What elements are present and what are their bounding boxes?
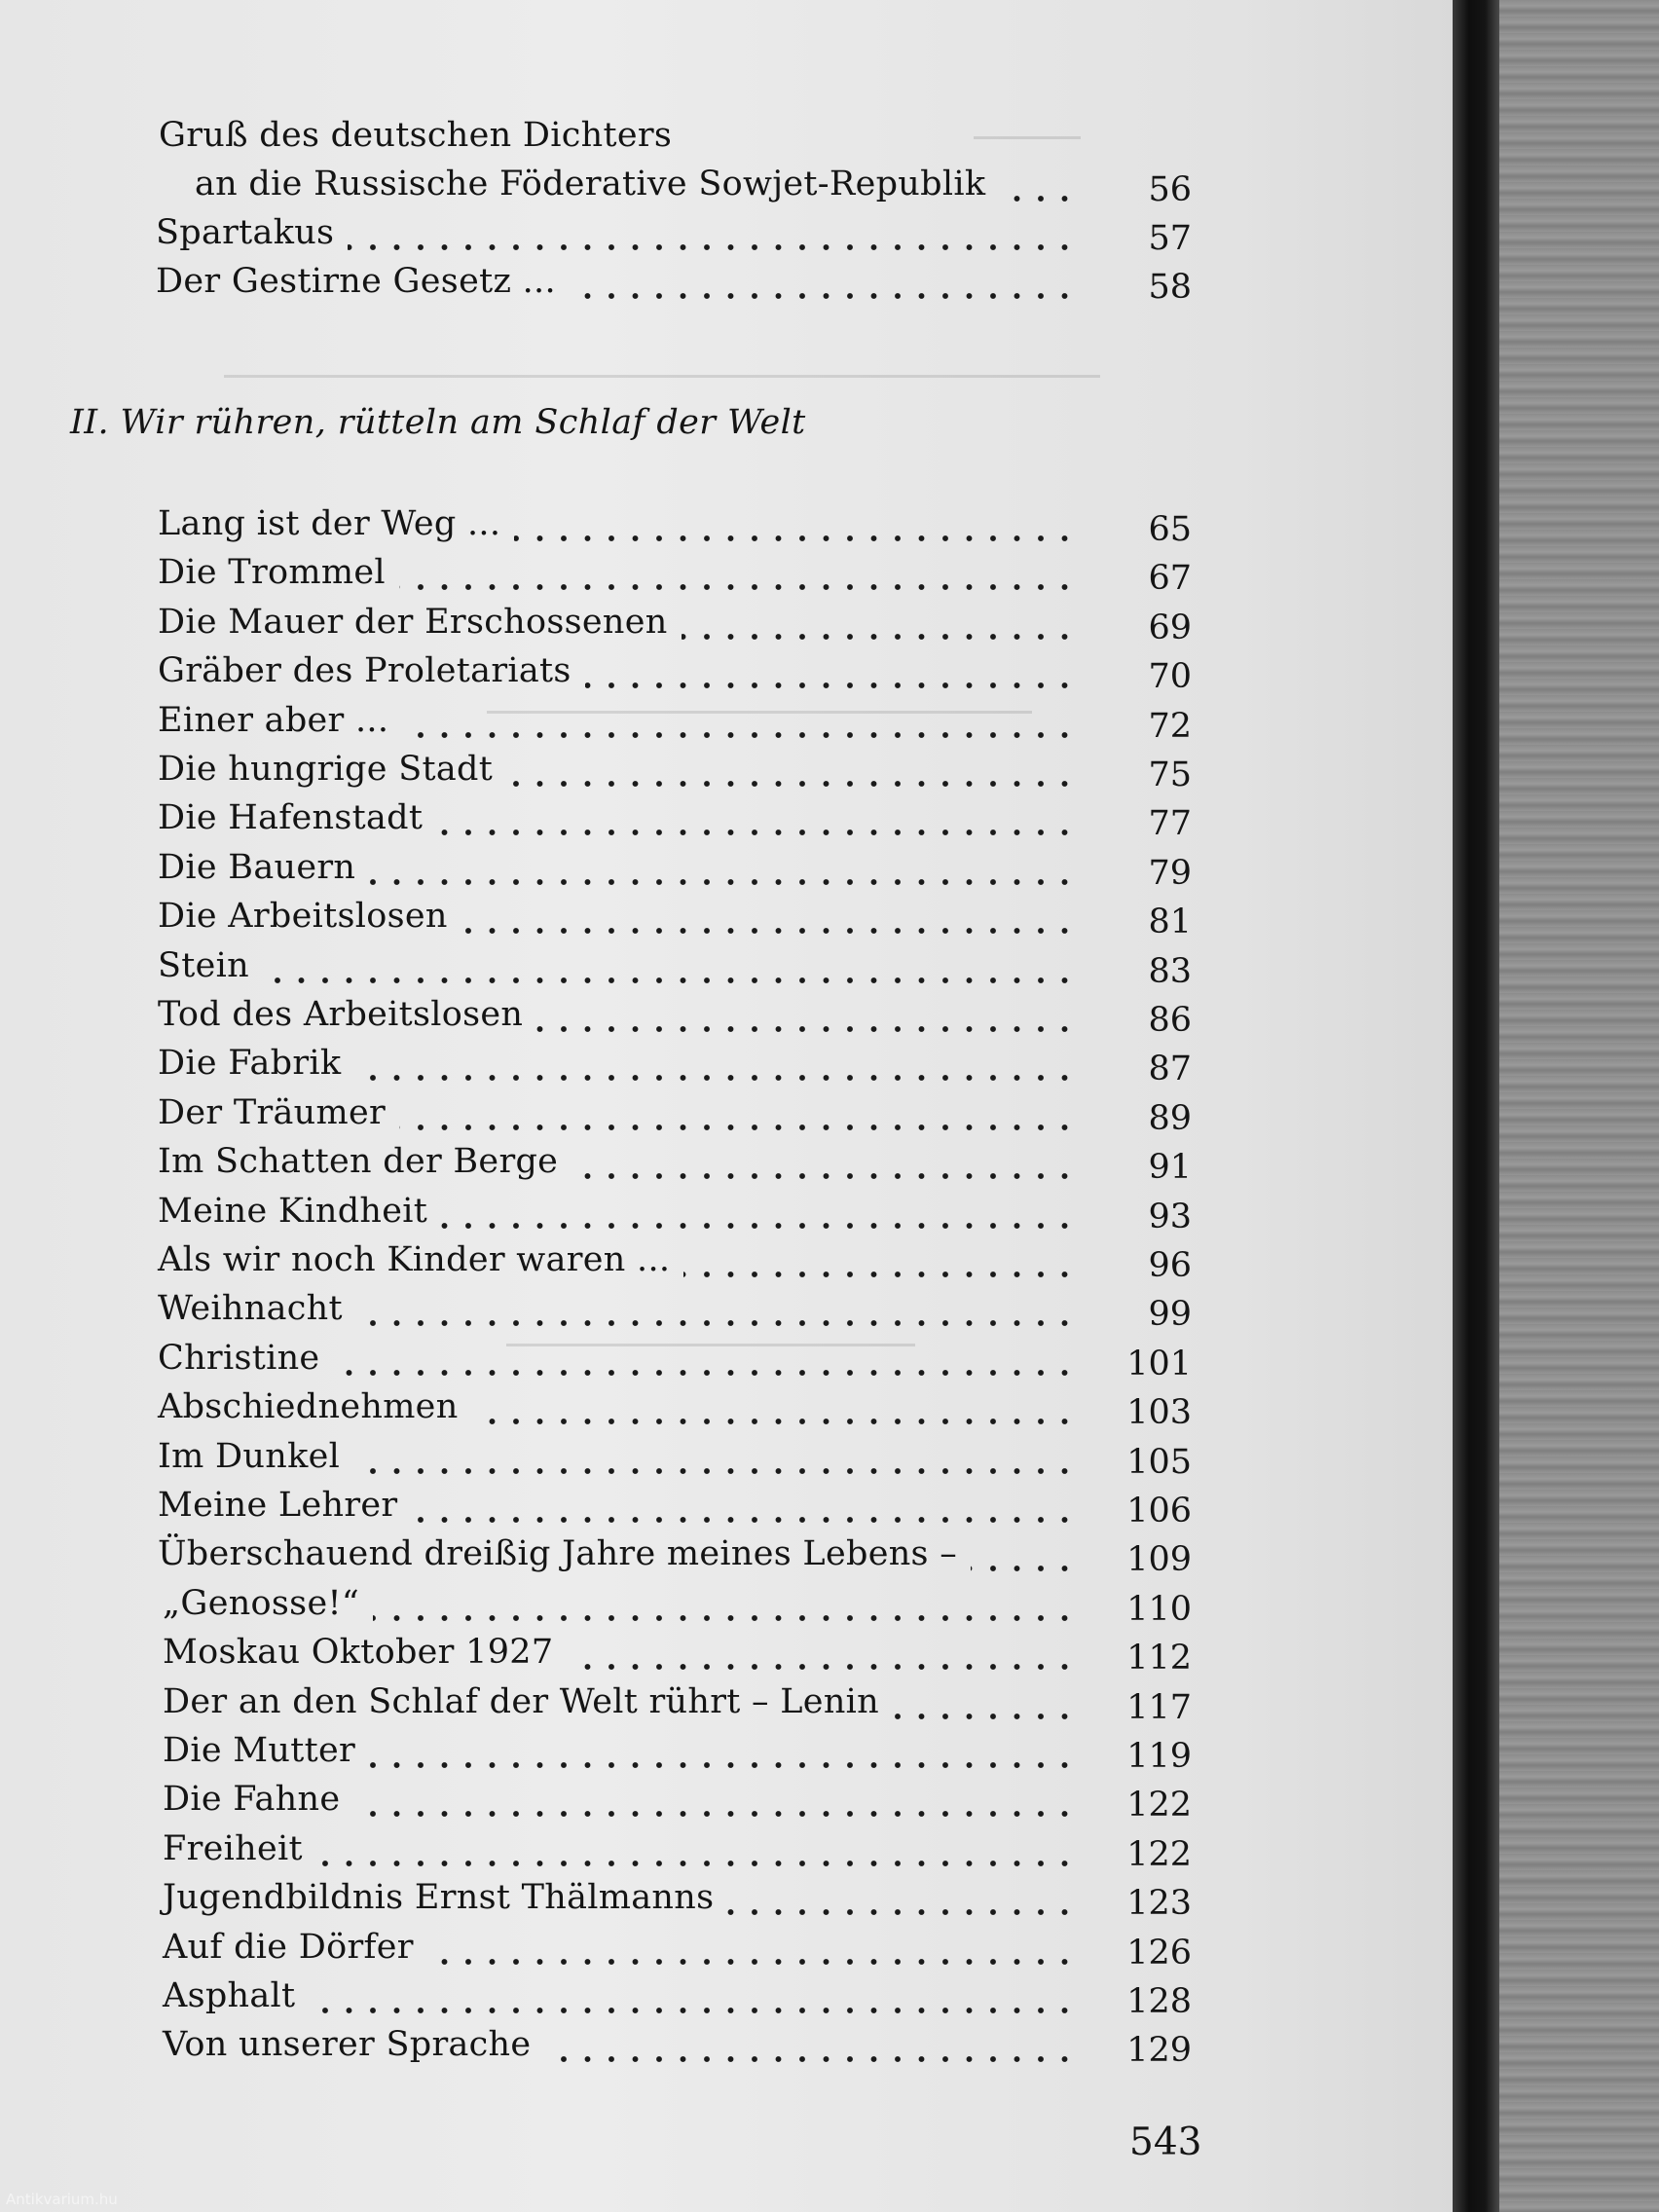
toc-entry-title: Im Schatten der Berge	[158, 1142, 559, 1181]
toc-entry-page-number: 112	[1126, 1639, 1192, 1677]
toc-entry	[0, 945, 1453, 994]
toc-entry-title: Im Dunkel	[158, 1437, 341, 1476]
toc-entry	[0, 1436, 1453, 1485]
toc-entry-page-number: 77	[1148, 804, 1192, 843]
toc-entry	[0, 1239, 1453, 1288]
toc-entry-title: Weihnacht	[158, 1289, 343, 1328]
dot-leader	[411, 1516, 1086, 1524]
toc-entry-page-number: 86	[1148, 1001, 1192, 1040]
toc-entry-page-number: 93	[1148, 1198, 1192, 1236]
toc-entry-page-number: 58	[1148, 268, 1192, 307]
toc-entry-page-number: 70	[1148, 657, 1192, 696]
toc-entry	[0, 1927, 1453, 1975]
toc-entry-title: Spartakus	[156, 213, 335, 252]
toc-entry-title: Die Bauern	[158, 848, 356, 887]
toc-entry-title: Auf die Dörfer	[163, 1928, 414, 1967]
dot-leader	[399, 1124, 1086, 1131]
toc-entry	[0, 1583, 1453, 1632]
toc-entry-title: Der Gestirne Gesetz ...	[156, 262, 556, 301]
dot-leader	[472, 1418, 1086, 1425]
toc-entry-page-number: 79	[1148, 854, 1192, 893]
book-cover-board	[1499, 0, 1659, 2212]
toc-entry-page-number: 72	[1148, 707, 1192, 746]
toc-entry	[0, 115, 1453, 164]
dot-leader	[436, 829, 1086, 836]
toc-entry-title: Die Mutter	[163, 1731, 356, 1770]
toc-entry	[0, 700, 1453, 749]
toc-entry-page-number: 57	[1148, 219, 1192, 258]
toc-entry-page-number: 91	[1148, 1148, 1192, 1187]
toc-entry-title: Jugendbildnis Ernst Thälmanns	[163, 1878, 715, 1917]
toc-entry-title: Tod des Arbeitslosen	[158, 995, 524, 1034]
page-number: 543	[1129, 2120, 1202, 2164]
dot-leader	[354, 1074, 1086, 1082]
toc-entry	[0, 1877, 1453, 1926]
toc-entry-page-number: 128	[1126, 1982, 1192, 2021]
dot-leader	[971, 1565, 1086, 1572]
dot-leader	[333, 1369, 1086, 1377]
toc-entry-title: Christine	[158, 1339, 320, 1378]
toc-entry-page-number: 56	[1148, 170, 1192, 209]
toc-entry	[0, 1828, 1453, 1877]
toc-entry	[0, 749, 1453, 797]
toc-entry-page-number: 81	[1148, 903, 1192, 941]
toc-entry-page-number: 122	[1126, 1786, 1192, 1825]
dot-leader	[893, 1713, 1086, 1720]
toc-entry-page-number: 69	[1148, 608, 1192, 647]
toc-entry-page-number: 122	[1126, 1835, 1192, 1874]
toc-entry-page-number: 105	[1126, 1443, 1192, 1482]
toc-entry-page-number: 87	[1148, 1050, 1192, 1088]
toc-entry	[0, 1141, 1453, 1190]
toc-entry-title: Gruß des deutschen Dichters	[159, 116, 673, 155]
dot-leader	[999, 195, 1086, 203]
toc-entry-page-number: 67	[1148, 559, 1192, 598]
dot-leader	[353, 1810, 1086, 1818]
dot-leader	[567, 1663, 1086, 1671]
toc-entry-title: Asphalt	[163, 1976, 296, 2015]
toc-entry	[0, 1975, 1453, 2024]
toc-entry-title: Die Fabrik	[158, 1044, 342, 1083]
toc-entry-title: Moskau Oktober 1927	[163, 1633, 554, 1672]
toc-entry	[0, 797, 1453, 846]
toc-entry	[0, 261, 1453, 310]
book-spine-edge	[1453, 0, 1499, 2212]
toc-entry	[0, 1092, 1453, 1141]
toc-entry-title: Die Trommel	[158, 553, 386, 592]
toc-entry	[0, 164, 1453, 212]
dot-leader	[461, 927, 1086, 935]
toc-entry-title: Die Hafenstadt	[158, 798, 424, 837]
toc-entry	[0, 847, 1453, 896]
toc-entry	[0, 1779, 1453, 1827]
dot-leader	[506, 780, 1086, 788]
toc-entry	[0, 994, 1453, 1043]
section-heading: II. Wir rühren, rütteln am Schlaf der Welt	[70, 403, 806, 442]
toc-entry	[0, 1681, 1453, 1730]
toc-entry-page-number: 101	[1126, 1345, 1192, 1383]
toc-entry-page-number: 99	[1148, 1295, 1192, 1334]
toc-entry-title: Als wir noch Kinder waren ...	[158, 1240, 671, 1279]
dot-leader	[585, 682, 1086, 689]
show-through-mark	[224, 375, 1100, 378]
toc-entry-page-number: 119	[1126, 1737, 1192, 1776]
toc-entry-page-number: 109	[1126, 1540, 1192, 1579]
toc-entry	[0, 1533, 1453, 1582]
dot-leader	[427, 1958, 1086, 1966]
toc-entry-title: „Genosse!“	[163, 1584, 360, 1623]
toc-entry	[0, 1386, 1453, 1435]
dot-leader	[682, 633, 1086, 641]
toc-entry	[0, 1191, 1453, 1239]
toc-entry	[0, 896, 1453, 944]
dot-leader	[544, 2055, 1086, 2063]
toc-entry-title: Meine Kindheit	[158, 1192, 428, 1231]
toc-entry	[0, 1632, 1453, 1680]
dot-leader	[309, 2007, 1086, 2014]
dot-leader	[348, 243, 1086, 251]
dot-leader	[727, 1908, 1086, 1916]
toc-entry	[0, 212, 1453, 261]
toc-entry-title: Abschiednehmen	[158, 1387, 459, 1426]
toc-entry-page-number: 117	[1126, 1688, 1192, 1727]
toc-entry-page-number: 96	[1148, 1246, 1192, 1285]
dot-leader	[402, 731, 1086, 739]
toc-entry-title: Die Mauer der Erschossenen	[158, 603, 668, 642]
toc-entry	[0, 503, 1453, 552]
toc-entry-title: an die Russische Föderative Sowjet-Republik	[195, 165, 986, 203]
toc-entry-page-number: 129	[1126, 2031, 1192, 2070]
toc-entry-page-number: 123	[1126, 1884, 1192, 1923]
toc-entry-page-number: 110	[1126, 1590, 1192, 1629]
dot-leader	[514, 535, 1086, 542]
toc-entry-title: Gräber des Proletariats	[158, 651, 571, 690]
toc-entry-page-number: 65	[1148, 510, 1192, 549]
toc-entry-page-number: 89	[1148, 1099, 1192, 1138]
toc-entry-title: Der Träumer	[158, 1093, 387, 1132]
dot-leader	[570, 292, 1086, 300]
dot-leader	[263, 977, 1086, 984]
dot-leader	[536, 1025, 1086, 1033]
toc-entry	[0, 2024, 1453, 2073]
watermark: Antikvarium.hu	[6, 2191, 118, 2208]
toc-entry	[0, 1043, 1453, 1091]
toc-entry-page-number: 83	[1148, 952, 1192, 991]
toc-entry-page-number: 75	[1148, 756, 1192, 794]
toc-entry	[0, 1730, 1453, 1779]
dot-leader	[441, 1222, 1086, 1230]
toc-entry-page-number: 106	[1126, 1492, 1192, 1530]
toc-entry-title: Der an den Schlaf der Welt rührt – Lenin	[163, 1682, 879, 1721]
toc-entry-title: Freiheit	[163, 1829, 303, 1868]
dot-leader	[316, 1860, 1086, 1867]
dot-leader	[399, 583, 1086, 591]
dot-leader	[353, 1467, 1086, 1475]
toc-entry	[0, 1485, 1453, 1533]
toc-entry-title: Die Fahne	[163, 1780, 341, 1819]
toc-entry-title: Stein	[158, 946, 249, 985]
dot-leader	[571, 1172, 1086, 1180]
dot-leader	[373, 1614, 1086, 1622]
toc-entry-title: Die Arbeitslosen	[158, 897, 448, 936]
toc-entry-title: Lang ist der Weg ...	[158, 504, 501, 543]
dot-leader	[369, 878, 1086, 886]
dot-leader	[356, 1319, 1086, 1327]
toc-entry-page-number: 126	[1126, 1934, 1192, 1972]
toc-entry-title: Von unserer Sprache	[163, 2025, 532, 2064]
toc-entry-page-number: 103	[1126, 1393, 1192, 1432]
toc-entry	[0, 552, 1453, 601]
dot-leader	[369, 1761, 1086, 1769]
toc-entry	[0, 1288, 1453, 1337]
toc-entry-title: Einer aber ...	[158, 701, 389, 740]
toc-entry-title: Die hungrige Stadt	[158, 750, 494, 789]
toc-entry-title: Überschauend dreißig Jahre meines Lebens –	[158, 1534, 958, 1573]
dot-leader	[683, 1271, 1086, 1278]
toc-entry	[0, 602, 1453, 650]
toc-entry-title: Meine Lehrer	[158, 1486, 398, 1525]
toc-entry	[0, 650, 1453, 699]
toc-entry	[0, 1338, 1453, 1386]
